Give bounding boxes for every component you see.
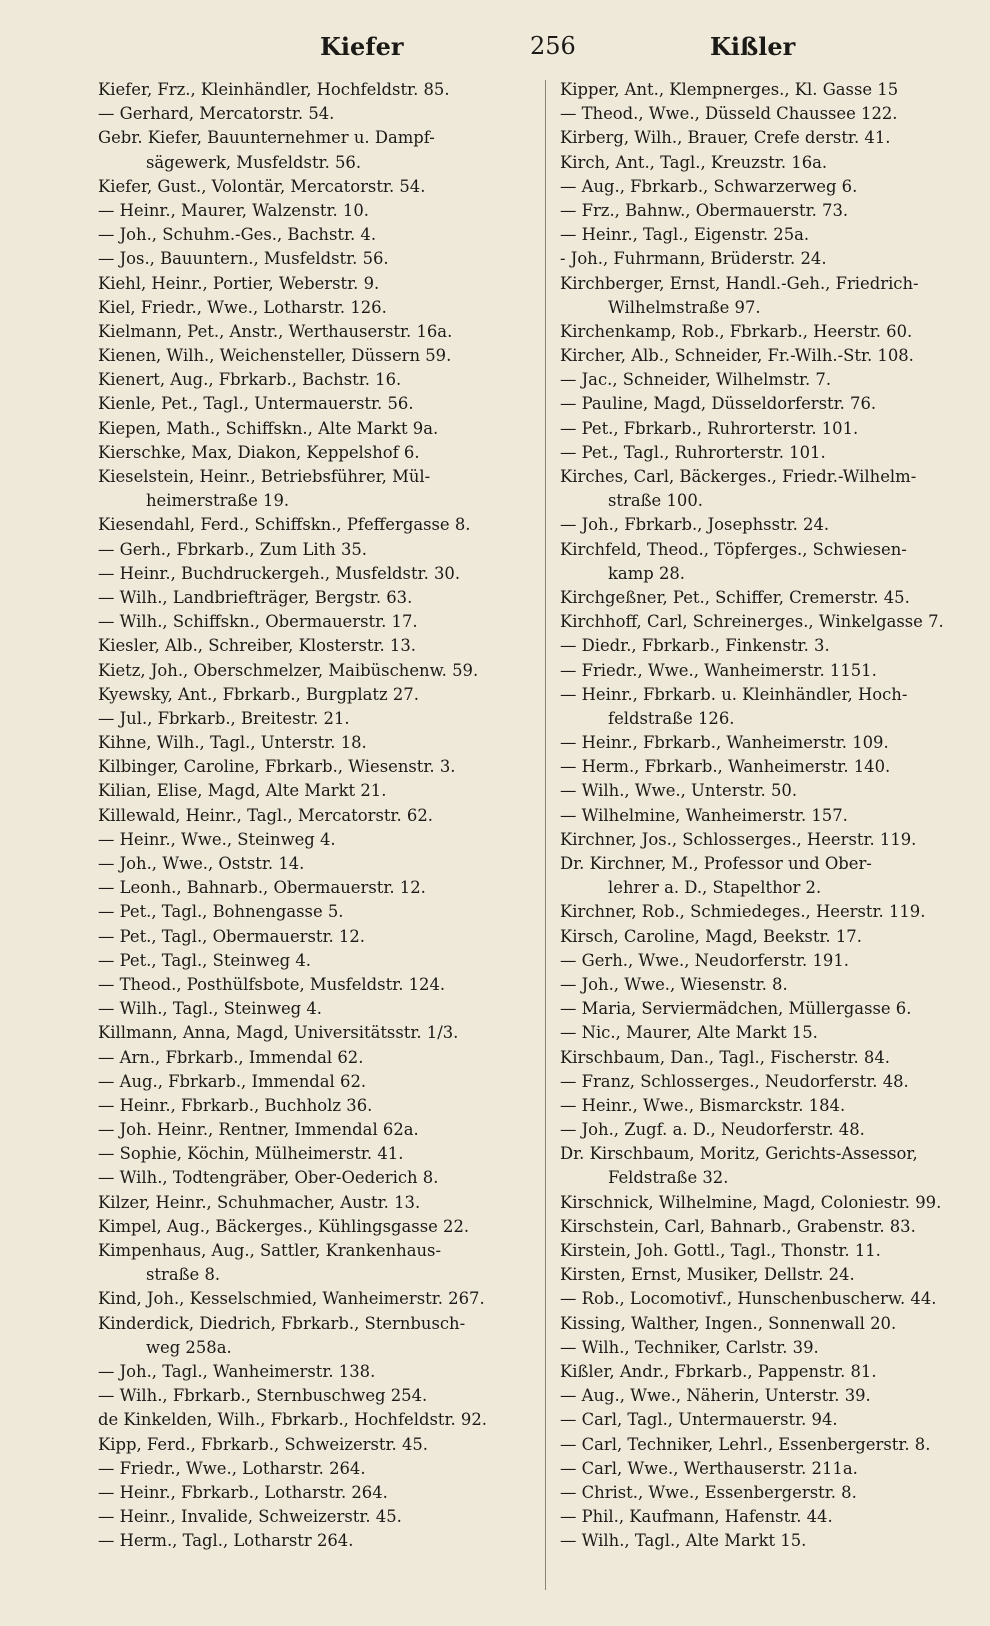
directory-entry-line: — Pauline, Magd, Düsseldorferstr. 76.: [560, 394, 877, 414]
directory-entry-line: Kiepen, Math., Schiffskn., Alte Markt 9a.: [98, 418, 439, 438]
directory-entry-line: Kienle, Pet., Tagl., Untermauerstr. 56.: [98, 394, 414, 414]
directory-entry-line: — Gerh., Fbrkarb., Zum Lith 35.: [98, 539, 368, 559]
directory-entry-line: — Jac., Schneider, Wilhelmstr. 7.: [560, 370, 832, 390]
directory-entry-line: Kiefer, Frz., Kleinhändler, Hochfeldstr. 85.: [98, 80, 450, 99]
directory-entry-line: Kinderdick, Diedrich, Fbrkarb., Sternbusch-: [98, 1313, 466, 1333]
directory-entry-line: Kienen, Wilh., Weichensteller, Düssern 59.: [98, 346, 452, 366]
directory-entry-line: Kirchgeßner, Pet., Schiffer, Cremerstr. 45.: [560, 587, 910, 607]
directory-entry-line: — Heinr., Fbrkarb., Lotharstr. 264.: [98, 1482, 388, 1502]
directory-entry-line: — Diedr., Fbrkarb., Finkenstr. 3.: [560, 636, 830, 656]
directory-entry-line: straße 100.: [608, 491, 703, 511]
directory-entry-line: — Aug., Wwe., Näherin, Unterstr. 39.: [560, 1386, 871, 1406]
directory-entry-line: Gebr. Kiefer, Bauunternehmer u. Dampf-: [98, 128, 435, 148]
directory-entry-line: Kissing, Walther, Ingen., Sonnenwall 20.: [560, 1313, 897, 1333]
directory-entry-line: — Heinr., Wwe., Bismarckstr. 184.: [560, 1095, 846, 1115]
directory-entry-line: Kierschke, Max, Diakon, Keppelshof 6.: [98, 442, 420, 462]
directory-entry-line: — Maria, Serviermädchen, Müllergasse 6.: [560, 999, 912, 1019]
directory-entry-line: Kilzer, Heinr., Schuhmacher, Austr. 13.: [98, 1192, 421, 1212]
directory-entry-line: Kirchner, Rob., Schmiedeges., Heerstr. 119.: [560, 902, 926, 922]
directory-entry-line: Kirberg, Wilh., Brauer, Crefe derstr. 41.: [560, 128, 891, 148]
directory-entry-line: Kipp, Ferd., Fbrkarb., Schweizerstr. 45.: [98, 1434, 429, 1454]
directory-entry-line: — Joh., Fbrkarb., Josephsstr. 24.: [560, 515, 830, 535]
directory-entry-line: — Wilhelmine, Wanheimerstr. 157.: [560, 805, 848, 825]
directory-entry-line: Kind, Joh., Kesselschmied, Wanheimerstr. 267.: [98, 1289, 485, 1309]
directory-entry-line: — Carl, Wwe., Werthauserstr. 211a.: [560, 1458, 858, 1478]
directory-entry-line: — Heinr., Invalide, Schweizerstr. 45.: [98, 1507, 402, 1527]
directory-entry-line: sägewerk, Musfeldstr. 56.: [146, 152, 362, 172]
directory-entry-line: Kirsch, Caroline, Magd, Beekstr. 17.: [560, 926, 862, 946]
directory-entry-line: straße 8.: [146, 1265, 221, 1285]
directory-entry-line: Kienert, Aug., Fbrkarb., Bachstr. 16.: [98, 370, 402, 390]
directory-entry-line: Dr. Kirschbaum, Moritz, Gerichts-Assessor,: [560, 1144, 918, 1164]
directory-entry-line: — Heinr., Tagl., Eigenstr. 25a.: [560, 225, 810, 245]
directory-entry-line: — Heinr., Wwe., Steinweg 4.: [98, 829, 336, 849]
directory-entry-line: Kirch, Ant., Tagl., Kreuzstr. 16a.: [560, 152, 828, 172]
directory-entry-line: Kiefer, Gust., Volontär, Mercatorstr. 54.: [98, 176, 426, 196]
directory-entry-line: — Jos., Bauuntern., Musfeldstr. 56.: [98, 249, 389, 269]
directory-entry-line: Kirchberger, Ernst, Handl.-Geh., Friedrich-: [560, 273, 919, 293]
directory-entry-line: — Pet., Tagl., Steinweg 4.: [98, 950, 311, 970]
directory-entry-line: Kircher, Alb., Schneider, Fr.-Wilh.-Str. 108.: [560, 346, 914, 366]
directory-entry-line: — Heinr., Fbrkarb., Buchholz 36.: [98, 1095, 373, 1115]
directory-entry-line: Kirches, Carl, Bäckerges., Friedr.-Wilhelm-: [560, 467, 917, 486]
directory-entry-line: feldstraße 126.: [608, 708, 735, 728]
directory-entry-line: — Christ., Wwe., Essenbergerstr. 8.: [560, 1482, 857, 1502]
directory-entry-line: — Herm., Tagl., Lotharstr 264.: [98, 1531, 354, 1551]
directory-entry-line: — Joh., Wwe., Wiesenstr. 8.: [560, 974, 788, 994]
directory-entry-line: — Joh., Wwe., Oststr. 14.: [98, 854, 305, 873]
directory-entry-line: — Wilh., Wwe., Unterstr. 50.: [560, 781, 798, 801]
directory-entry-line: — Rob., Locomotivf., Hunschenbuscherw. 44.: [560, 1289, 937, 1309]
directory-entry-line: — Sophie, Köchin, Mülheimerstr. 41.: [98, 1144, 404, 1164]
directory-entry-line: — Joh., Tagl., Wanheimerstr. 138.: [98, 1361, 376, 1381]
directory-entry-line: Kyewsky, Ant., Fbrkarb., Burgplatz 27.: [98, 684, 419, 704]
directory-entry-line: Kiehl, Heinr., Portier, Weberstr. 9.: [98, 273, 380, 293]
directory-entry-line: heimerstraße 19.: [146, 491, 290, 511]
directory-entry-line: Kilbinger, Caroline, Fbrkarb., Wiesenstr. 3.: [98, 757, 456, 777]
directory-entry-line: kamp 28.: [608, 563, 686, 583]
directory-entry-line: - Joh., Fuhrmann, Brüderstr. 24.: [560, 249, 827, 269]
directory-entry-line: Kieselstein, Heinr., Betriebsführer, Mül-: [98, 467, 431, 486]
directory-entry-line: — Wilh., Tagl., Alte Markt 15.: [560, 1531, 807, 1551]
directory-entry-line: — Wilh., Techniker, Carlstr. 39.: [560, 1337, 819, 1357]
directory-entry-line: — Pet., Fbrkarb., Ruhrorterstr. 101.: [560, 418, 859, 438]
header-left-keyword: Kiefer: [320, 32, 404, 61]
directory-entry-line: Kilian, Elise, Magd, Alte Markt 21.: [98, 781, 387, 801]
directory-entry-line: — Nic., Maurer, Alte Markt 15.: [560, 1023, 818, 1043]
directory-entry-line: Kirsten, Ernst, Musiker, Dellstr. 24.: [560, 1265, 855, 1285]
directory-entry-line: Kirchenkamp, Rob., Fbrkarb., Heerstr. 60.: [560, 321, 913, 341]
directory-entry-line: — Heinr., Fbrkarb. u. Kleinhändler, Hoch-: [560, 684, 908, 704]
directory-entry-line: Kirschnick, Wilhelmine, Magd, Coloniestr. 99.: [560, 1192, 942, 1212]
directory-entry-line: — Theod., Wwe., Düsseld Chaussee 122.: [560, 104, 898, 124]
directory-entry-line: Dr. Kirchner, M., Professor und Ober-: [560, 854, 872, 873]
directory-entry-line: Kirschstein, Carl, Bahnarb., Grabenstr. 83.: [560, 1216, 916, 1236]
directory-entry-line: Kirschbaum, Dan., Tagl., Fischerstr. 84.: [560, 1047, 890, 1067]
directory-entry-line: — Leonh., Bahnarb., Obermauerstr. 12.: [98, 878, 426, 898]
directory-entry-line: Killewald, Heinr., Tagl., Mercatorstr. 62.: [98, 805, 433, 825]
directory-entry-line: — Theod., Posthülfsbote, Musfeldstr. 124.: [98, 974, 446, 994]
directory-entry-line: — Pet., Tagl., Ruhrorterstr. 101.: [560, 442, 826, 462]
directory-entry-line: — Aug., Fbrkarb., Immendal 62.: [98, 1071, 367, 1091]
directory-entry-line: Kirchfeld, Theod., Töpferges., Schwiesen-: [560, 539, 907, 559]
directory-entry-line: — Carl, Tagl., Untermauerstr. 94.: [560, 1410, 838, 1430]
directory-entry-line: — Wilh., Schiffskn., Obermauerstr. 17.: [98, 612, 418, 632]
directory-entry-line: Kißler, Andr., Fbrkarb., Pappenstr. 81.: [560, 1361, 877, 1381]
column-divider: [545, 80, 546, 1590]
directory-entry-line: — Pet., Tagl., Bohnengasse 5.: [98, 902, 344, 922]
directory-entry-line: — Arn., Fbrkarb., Immendal 62.: [98, 1047, 364, 1067]
directory-entry-line: — Jul., Fbrkarb., Breitestr. 21.: [98, 708, 350, 728]
directory-entry-line: Kimpenhaus, Aug., Sattler, Krankenhaus-: [98, 1241, 442, 1260]
directory-entry-line: — Heinr., Fbrkarb., Wanheimerstr. 109.: [560, 733, 889, 753]
directory-entry-line: — Joh., Schuhm.-Ges., Bachstr. 4.: [98, 225, 377, 245]
directory-entry-line: — Friedr., Wwe., Wanheimerstr. 1151.: [560, 660, 877, 680]
directory-entry-line: Kietz, Joh., Oberschmelzer, Maibüschenw. 59.: [98, 660, 479, 680]
header-right-keyword: Kißler: [710, 32, 796, 61]
directory-entry-line: — Gerhard, Mercatorstr. 54.: [98, 104, 335, 124]
directory-entry-line: Kiesler, Alb., Schreiber, Klosterstr. 13.: [98, 636, 416, 656]
directory-entry-line: Kirstein, Joh. Gottl., Tagl., Thonstr. 11.: [560, 1241, 881, 1260]
page-number: 256: [530, 32, 576, 60]
directory-entry-line: Kirchhoff, Carl, Schreinerges., Winkelgasse 7.: [560, 612, 944, 632]
directory-entry-line: — Wilh., Tagl., Steinweg 4.: [98, 999, 323, 1019]
directory-entry-line: — Frz., Bahnw., Obermauerstr. 73.: [560, 200, 849, 220]
directory-entry-line: Killmann, Anna, Magd, Universitätsstr. 1/3.: [98, 1023, 459, 1043]
directory-entry-line: — Carl, Techniker, Lehrl., Essenbergerstr. 8.: [560, 1434, 931, 1454]
directory-entry-line: Kiesendahl, Ferd., Schiffskn., Pfeffergasse 8.: [98, 515, 471, 535]
directory-entry-line: — Pet., Tagl., Obermauerstr. 12.: [98, 926, 365, 946]
directory-entry-line: — Joh., Zugf. a. D., Neudorferstr. 48.: [560, 1120, 865, 1140]
directory-entry-line: — Aug., Fbrkarb., Schwarzerweg 6.: [560, 176, 858, 196]
directory-entry-line: Kipper, Ant., Klempnerges., Kl. Gasse 15: [560, 80, 899, 99]
directory-entry-line: weg 258a.: [146, 1337, 232, 1357]
directory-entry-line: Kihne, Wilh., Tagl., Unterstr. 18.: [98, 733, 367, 753]
directory-entry-line: de Kinkelden, Wilh., Fbrkarb., Hochfeldstr. 92.: [98, 1410, 487, 1430]
left-column: [98, 78, 528, 1553]
directory-entry-line: — Wilh., Landbriefträger, Bergstr. 63.: [98, 587, 413, 607]
directory-entry-line: — Friedr., Wwe., Lotharstr. 264.: [98, 1458, 366, 1478]
directory-entry-line: Wilhelmstraße 97.: [608, 297, 761, 317]
directory-entry-line: — Heinr., Maurer, Walzenstr. 10.: [98, 200, 370, 220]
directory-entry-line: Kirchner, Jos., Schlosserges., Heerstr. 119.: [560, 829, 917, 849]
page-header: [90, 28, 970, 68]
directory-entry-line: — Franz, Schlosserges., Neudorferstr. 48.: [560, 1071, 909, 1091]
directory-entry-line: Feldstraße 32.: [608, 1168, 729, 1188]
directory-entry-line: — Wilh., Fbrkarb., Sternbuschweg 254.: [98, 1386, 428, 1406]
directory-entry-line: Kimpel, Aug., Bäckerges., Kühlingsgasse 22.: [98, 1216, 470, 1236]
directory-entry-line: — Joh. Heinr., Rentner, Immendal 62a.: [98, 1120, 419, 1140]
directory-entry-line: Kiel, Friedr., Wwe., Lotharstr. 126.: [98, 297, 387, 317]
directory-entry-line: Kielmann, Pet., Anstr., Werthauserstr. 16a.: [98, 321, 453, 341]
directory-entry-line: lehrer a. D., Stapelthor 2.: [608, 878, 822, 898]
directory-entry-line: — Herm., Fbrkarb., Wanheimerstr. 140.: [560, 757, 891, 777]
directory-entry-line: — Phil., Kaufmann, Hafenstr. 44.: [560, 1507, 833, 1527]
directory-entry-line: — Heinr., Buchdruckergeh., Musfeldstr. 30.: [98, 563, 461, 583]
right-column: [560, 78, 985, 1553]
directory-entry-line: — Wilh., Todtengräber, Ober-Oederich 8.: [98, 1168, 439, 1188]
directory-entry-line: — Gerh., Wwe., Neudorferstr. 191.: [560, 950, 849, 970]
